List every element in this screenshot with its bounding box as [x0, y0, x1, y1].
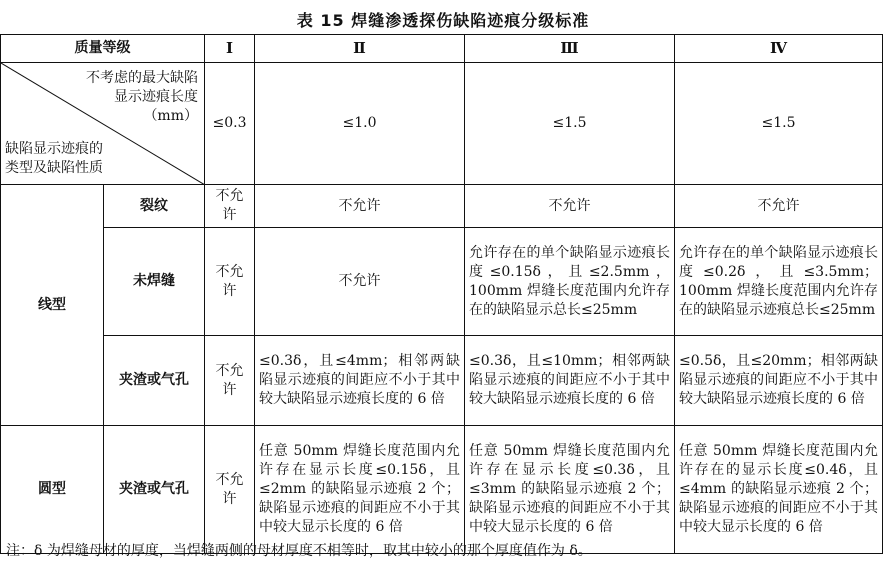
round-slag-row [1, 426, 883, 554]
grade-1-header: Ⅰ [205, 35, 255, 63]
round-type-label: 圆型 [1, 426, 104, 554]
max-length-grade-3: ≤1.5 [465, 63, 675, 185]
defect-grading-table [0, 34, 883, 554]
max-length-grade-2: ≤1.0 [255, 63, 465, 185]
header-row [1, 35, 883, 63]
lack-of-fusion-row [1, 228, 883, 336]
crack-grade-2: 不允许 [255, 185, 465, 228]
table-title: 表 15 焊缝渗透探伤缺陷迹痕分级标准 [296, 11, 590, 30]
lack-of-fusion-grade-2: 不允许 [255, 228, 465, 336]
crack-grade-3: 不允许 [465, 185, 675, 228]
round-slag-grade-3: 任意 50mm 焊缝长度范围内允许存在显示长度≤0.3δ，且≤3mm 的缺陷显示迹痕 2 个；缺陷显示迹痕的间距应不小于其中较大显示长度的 6 倍 [465, 426, 675, 554]
max-length-grade-1: ≤0.3 [205, 63, 255, 185]
round-slag-label: 夹渣或气孔 [104, 426, 205, 554]
linear-slag-grade-4: ≤0.5δ，且≤20mm；相邻两缺陷显示迹痕的间距应不小于其中较大缺陷显示迹痕长度的 6 倍 [675, 336, 883, 426]
max-length-label: 不考虑的最大缺陷显示迹痕长度（mm） [86, 70, 198, 124]
crack-label: 裂纹 [104, 185, 205, 228]
max-length-grade-4: ≤1.5 [675, 63, 883, 185]
crack-row [1, 185, 883, 228]
linear-type-label: 线型 [1, 185, 104, 426]
linear-slag-grade-2: ≤0.3δ，且≤4mm；相邻两缺陷显示迹痕的间距应不小于其中较大缺陷显示迹痕长度的 6 倍 [255, 336, 465, 426]
lack-of-fusion-grade-1: 不允许 [205, 228, 255, 336]
quality-grade-header: 质量等级 [1, 35, 205, 63]
grade-4-header: Ⅳ [675, 35, 883, 63]
crack-grade-4: 不允许 [675, 185, 883, 228]
linear-slag-grade-1: 不允许 [205, 336, 255, 426]
max-length-row [1, 63, 883, 185]
round-slag-grade-1: 不允许 [205, 426, 255, 554]
table-note: 注：δ 为焊缝母材的厚度，当焊缝两侧的母材厚度不相等时，取其中较小的那个厚度值作为 δ。 [6, 543, 592, 559]
lack-of-fusion-grade-3: 允许存在的单个缺陷显示迹痕长度≤0.15δ，且≤2.5mm，100mm 焊缝长度范围内允许存在的缺陷显示总长≤25mm [465, 228, 675, 336]
lack-of-fusion-label: 未焊缝 [104, 228, 205, 336]
crack-grade-1: 不允许 [205, 185, 255, 228]
grade-3-header: Ⅲ [465, 35, 675, 63]
round-slag-grade-4: 任意 50mm 焊缝长度范围内允许存在的显示长度≤0.4δ，且≤4mm 的缺陷显示迹痕 2 个；缺陷显示迹痕的间距应不小于其中较大显示长度的 6 倍 [675, 426, 883, 554]
linear-slag-grade-3: ≤0.3δ，且≤10mm；相邻两缺陷显示迹痕的间距应不小于其中较大缺陷显示迹痕长度的 6 倍 [465, 336, 675, 426]
linear-slag-row [1, 336, 883, 426]
defect-type-label: 缺陷显示迹痕的类型及缺陷性质 [5, 141, 103, 176]
lack-of-fusion-grade-4: 允许存在的单个缺陷显示迹痕长度≤0.2δ，且≤3.5mm；100mm 焊缝长度范围内允许存在的缺陷显示迹痕总长≤25mm [675, 228, 883, 336]
linear-slag-label: 夹渣或气孔 [104, 336, 205, 426]
diagonal-header-cell [1, 63, 205, 185]
grade-2-header: Ⅱ [255, 35, 465, 63]
round-slag-grade-2: 任意 50mm 焊缝长度范围内允许存在显示长度≤0.15δ，且≤2mm 的缺陷显示迹痕 2 个；缺陷显示迹痕的间距应不小于其中较大显示长度的 6 倍 [255, 426, 465, 554]
